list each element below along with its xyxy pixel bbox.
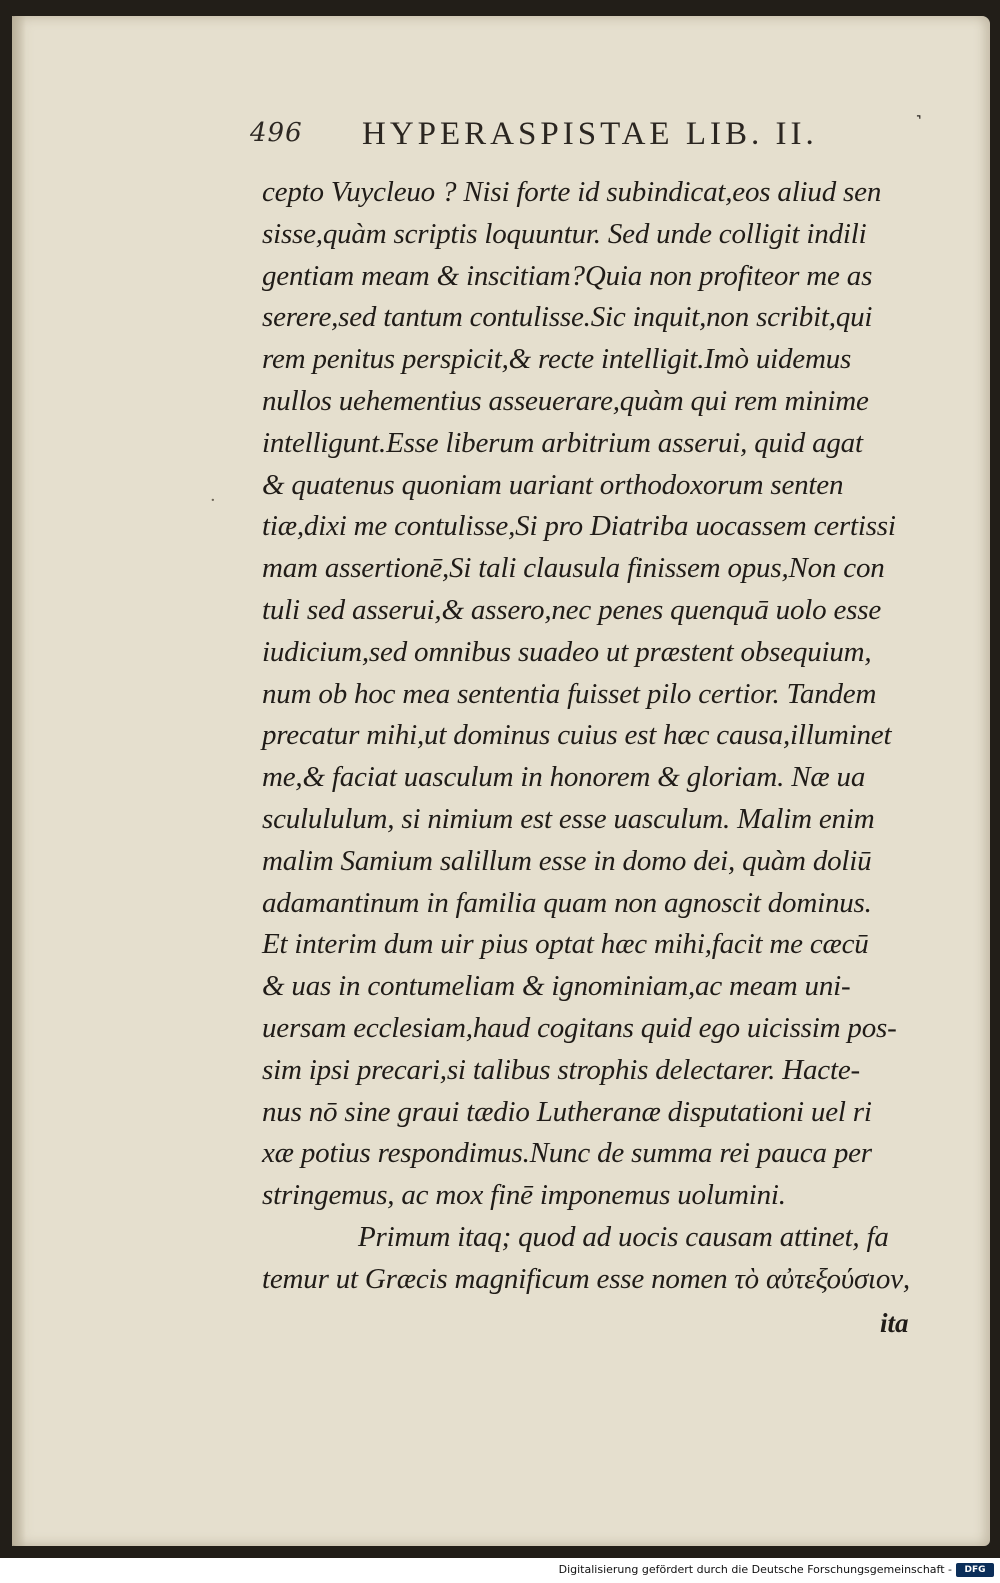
paragraph-start-line: Primum itaq; quod ad uocis causam attinet, fa <box>358 1220 889 1253</box>
text-line: serere,sed tantum contulisse.Sic inquit,non scribit,qui <box>262 301 873 334</box>
footer-bar <box>0 1558 1000 1583</box>
text-line: nullos uehementius asseuerare,quàm qui rem minime <box>262 384 869 417</box>
page-number: 496 <box>250 118 303 148</box>
text-line: intelligunt.Esse liberum arbitrium asserui, quid agat <box>262 426 863 459</box>
text-line: rem penitus perspicit,& recte intelligit.Imò uidemus <box>262 343 852 376</box>
text-line: tiæ,dixi me contulisse,Si pro Diatriba uocassem certissi <box>262 510 896 543</box>
text-line: nus nō sine graui tædio Lutheranæ disputationi uel ri <box>262 1095 872 1128</box>
text-line: gentiam meam & inscitiam?Quia non profiteor me as <box>262 259 873 292</box>
text-line: adamantinum in familia quam non agnoscit dominus. <box>262 886 872 919</box>
text-line: & quatenus quoniam uariant orthodoxorum senten <box>262 468 844 501</box>
corner-mark: ˺ <box>915 111 923 136</box>
text-line: mam assertionē,Si tali clausula finissem opus,Non con <box>262 552 885 585</box>
text-line: num ob hoc mea sententia fuisset pilo certior. Tandem <box>262 677 877 710</box>
catchword: ita <box>880 1308 909 1338</box>
text-line: temur ut Græcis magnificum esse nomen τὸ αὐτεξούσιον, <box>262 1262 910 1295</box>
body-text <box>262 172 928 1301</box>
dfg-logo: DFG <box>956 1563 994 1577</box>
text-line: cepto Vuycleuo ? Nisi forte id subindicat,eos aliud sen <box>262 176 882 208</box>
text-line: iudicium,sed omnibus suadeo ut præstent obsequium, <box>262 635 872 668</box>
running-head: HYPERASPISTAE LIB. II. <box>362 116 818 152</box>
text-line: Et interim dum uir pius optat hæc mihi,facit me cæcū <box>262 928 869 961</box>
text-line: & uas in contumeliam & ignominiam,ac meam uni- <box>262 970 851 1003</box>
text-line: precatur mihi,ut dominus cuius est hæc causa,illuminet <box>262 719 892 752</box>
text-line: xæ potius respondimus.Nunc de summa rei pauca per <box>262 1137 872 1170</box>
text-line: stringemus, ac mox finē imponemus uolumini. <box>262 1179 786 1212</box>
margin-mark: · <box>210 490 216 511</box>
text-line: sculululum, si nimium est esse uasculum. Malim enim <box>262 802 875 835</box>
page-gutter-shadow <box>12 16 26 1546</box>
text-line: sim ipsi precari,si talibus strophis delectarer. Hacte- <box>262 1053 860 1086</box>
text-line: me,& faciat uasculum in honorem & gloriam. Næ ua <box>262 761 866 794</box>
funding-credit: Digitalisierung gefördert durch die Deutsche Forschungsgemeinschaft - <box>558 1563 952 1576</box>
text-line: malim Samium salillum esse in domo dei, quàm doliū <box>262 844 872 877</box>
text-line: uersam ecclesiam,haud cogitans quid ego uicissim pos- <box>262 1011 897 1044</box>
page-header <box>250 111 930 156</box>
text-line: tuli sed asserui,& assero,nec penes quenquā uolo esse <box>262 593 881 626</box>
text-line: sisse,quàm scriptis loquuntur. Sed unde colligit indili <box>262 217 867 250</box>
